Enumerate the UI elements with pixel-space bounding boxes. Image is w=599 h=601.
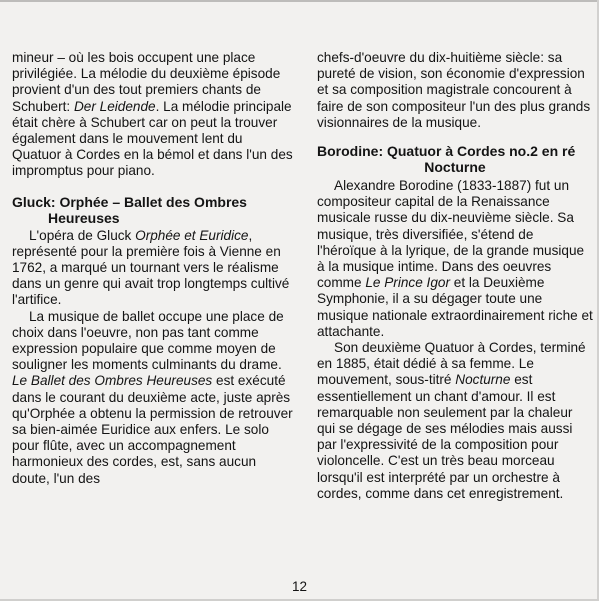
title-orphee-et-euridice: Orphée et Euridice [135,227,249,243]
right-paragraph-chefs-doeuvre: chefs-d'oeuvre du dix-huitième siècle: sa pureté de vision, son économie d'expression et sa composition magistrale concourent à faire de son compositeur l'un des plus grands visionnaires de la musique. [317,50,591,130]
title-le-prince-igor: Le Prince Igor [365,275,450,291]
heading-gluck: Gluck: Orphée – Ballet des Ombres Heureuses [12,193,247,226]
title-nocturne: Nocturne [455,372,511,388]
page-number: 12 [291,579,308,594]
left-paragraph-gluck-opera: L'opéra de Gluck Orphée et Euridice, représenté pour la première fois à Vienne en 1762, a marqué un tournant vers le réalisme dans un genre qui avait trop longtemps cultivé l'artifice. [12,227,290,308]
title-ballet-des-ombres: Le Ballet des Ombres Heureuses [12,373,213,389]
right-paragraph-quatuor: Son deuxième Quatuor à Cordes, terminé en 1885, était dédié à sa femme. Le mouvement, sous-titré Nocturne est essentiellement un chant d'amour. Il est remarquable non seulement par la chaleur qui se dégage de ses mélodies mais aussi par l'expressivité de la composition pour violoncelle. C'est un très beau morceau lorsqu'il est interprété par un orchestre à cordes, comme dans cet enregistrement. [317,340,586,501]
right-column [317,50,593,502]
top-edge-rule [0,0,599,2]
title-der-leidende: Der Leidende [73,98,156,114]
heading-borodine: Borodine: Quatuor à Cordes no.2 en ré Nocturne [317,143,576,176]
left-column [12,50,295,487]
left-paragraph-ballet: La musique de ballet occupe une place de choix dans l'oeuvre, non pas tant comme expression populaire que comme moyen de souligner les moments culminants du drame. Le Ballet des Ombres Heureuses est exécuté dans le courant du deuxième acte, juste après qu'Orphée a obtenu la permission de retrouver sa bien-aimée Euridice aux enfers. Le solo pour flûte, avec un accompagnement harmonieux des cordes, est, sans aucun doute, l'un des [12,308,293,486]
right-paragraph-borodine-bio: Alexandre Borodine (1833-1887) fut un compositeur capital de la Renaissance musicale russe du dix-neuvième siècle. Sa musique, très diversifiée, s'étend de l'héroïque à la lyrique, de la grande musique à la musique intime. Dans des oeuvres comme Le Prince Igor et la Deuxième Symphonie, il a su dégager toute une musique nationale extraordinairement riche et attachante. [317,178,593,339]
left-paragraph-schubert: mineur – où les bois occupent une place privilégiée. La mélodie du deuxième épisode provient d'un des tout premiers chants de Schubert: Der Leidende. La mélodie principale était chère à Schubert car on peut la trouver également dans le mouvement lent du Quatuor à Cordes en la bémol et dans l'un des impromptus pour piano. [12,50,293,179]
